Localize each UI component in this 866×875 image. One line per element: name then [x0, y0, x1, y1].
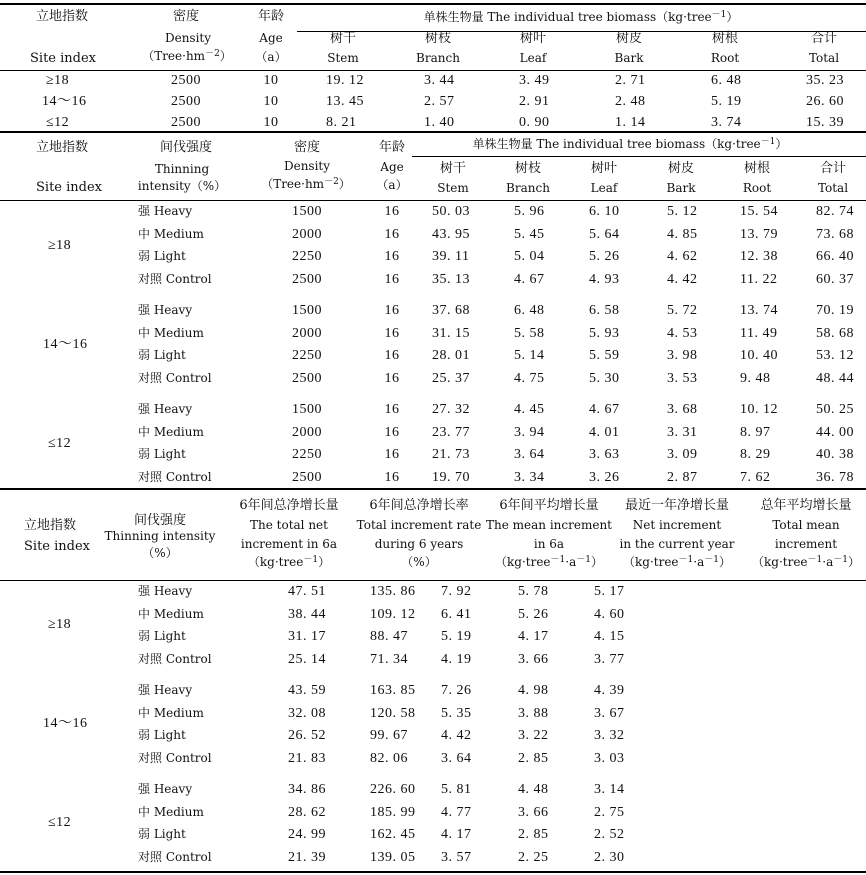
- t2-cell: 5. 58: [514, 326, 545, 341]
- t1-biomass-header: 单株生物量 The individual tree biomass（kg·tree$^{-1}$）: [423, 10, 739, 24]
- t1-col-cn-3: 树皮: [615, 31, 643, 46]
- t2-col-cn-2: 树叶: [590, 161, 618, 176]
- t3-cell: 185. 99: [370, 805, 416, 820]
- t1-site-en: Site index: [30, 51, 96, 66]
- t3-thin: 中 Medium: [138, 805, 204, 819]
- t3-c1-l2: increment in 6a: [240, 537, 338, 551]
- t3-c3-l1: The mean increment: [486, 518, 612, 532]
- t2-cell: 58. 68: [816, 326, 854, 341]
- t3-site-en: Site index: [24, 539, 90, 554]
- t3-c1-l1: The total net: [250, 518, 328, 532]
- t1-cell: 26. 60: [806, 94, 844, 109]
- t3-thin: 弱 Light: [138, 827, 186, 841]
- t2-cell: 39. 11: [432, 249, 470, 264]
- t2-col-en-3: Bark: [666, 181, 696, 195]
- t1-col-en-3: Bark: [614, 51, 644, 65]
- t2-cell: 4. 67: [589, 402, 620, 417]
- t2-cell: 13. 74: [740, 303, 778, 318]
- t3-c3-l0: 6年间平均增长量: [499, 498, 599, 513]
- t3-c5-unit: $(kg\cdot tree^{-1}\cdot a^{-1})$: [752, 555, 860, 569]
- t2-cell: 5. 30: [589, 371, 620, 386]
- t2-age: 16: [384, 204, 400, 219]
- t1-col-en-4: Root: [710, 51, 740, 65]
- t2-cell: 8. 29: [740, 447, 771, 462]
- t3-thin-unit: （%）: [142, 546, 178, 560]
- t1-cell: 5. 19: [711, 94, 742, 109]
- t2-cell: 3. 94: [514, 425, 545, 440]
- t3-cell: 3. 14: [594, 782, 625, 797]
- t2-site: ≤12: [48, 436, 72, 451]
- t2-cell: 44. 00: [816, 425, 854, 440]
- t1-cell: 1. 14: [615, 115, 646, 130]
- t2-site: 14～16: [43, 337, 88, 352]
- t3-cell: 6. 41: [441, 607, 472, 622]
- t3-c4-unit: $(kg\cdot tree^{-1}\cdot a^{-1})$: [623, 555, 731, 569]
- t2-cell: 40. 38: [816, 447, 854, 462]
- t3-cell: 82. 06: [370, 751, 408, 766]
- t1-col-en-1: Branch: [416, 51, 460, 65]
- t3-c3-unit: $(kg\cdot tree^{-1}\cdot a^{-1})$: [495, 555, 603, 569]
- t2-age: 16: [384, 249, 400, 264]
- table2-bottom-rule: [0, 488, 866, 490]
- t2-col-cn-1: 树枝: [514, 161, 542, 176]
- t1-density-en: Density: [164, 31, 212, 45]
- t1-cell: 2. 57: [424, 94, 455, 109]
- t3-cell: 28. 62: [288, 805, 326, 820]
- t3-cell: 226. 60: [370, 782, 416, 797]
- t3-c4-l0: 最近一年净增长量: [624, 498, 730, 513]
- t2-col-en-4: Root: [742, 181, 772, 195]
- t3-cell: 24. 99: [288, 827, 326, 842]
- t3-cell: 3. 77: [594, 652, 625, 667]
- t2-cell: 5. 04: [514, 249, 545, 264]
- t2-density-cn: 密度: [293, 140, 321, 155]
- t3-cell: 4. 17: [441, 827, 472, 842]
- t2-cell: 3. 34: [514, 470, 545, 485]
- t3-cell: 4. 77: [441, 805, 472, 820]
- t1-col-en-0: Stem: [327, 51, 359, 65]
- t2-thin-en1: Thinning: [154, 162, 210, 176]
- t1-cell: 2. 71: [615, 73, 646, 88]
- t1-cell: 6. 48: [711, 73, 742, 88]
- t3-site-cn: 立地指数: [24, 518, 77, 533]
- t3-cell: 43. 59: [288, 683, 326, 698]
- t2-cell: 4. 67: [514, 272, 545, 287]
- t1-col-en-5: Total: [808, 51, 840, 65]
- t1-cell: 13. 45: [326, 94, 364, 109]
- t2-cell: 2. 87: [667, 470, 698, 485]
- t2-thin: 中 Medium: [138, 326, 204, 340]
- t2-thin: 弱 Light: [138, 348, 186, 362]
- t2-cell: 5. 72: [667, 303, 698, 318]
- t3-cell: 4. 48: [518, 782, 549, 797]
- t2-cell: 6. 10: [589, 204, 620, 219]
- t2-age-unit: （a）: [376, 178, 408, 192]
- t1-site: ≥18: [46, 73, 70, 88]
- t2-cell: 5. 45: [514, 227, 545, 242]
- t2-cell: 5. 59: [589, 348, 620, 363]
- t3-cell: 2. 85: [518, 751, 549, 766]
- t2-cell: 12. 38: [740, 249, 778, 264]
- t3-c4-l1: Net increment: [632, 518, 722, 532]
- t1-cell: 3. 74: [711, 115, 742, 130]
- t2-cell: 70. 19: [816, 303, 854, 318]
- t2-thin: 强 Heavy: [138, 402, 193, 416]
- t2-cell: 3. 68: [667, 402, 698, 417]
- t3-c2-l0: 6年间总净增长率: [369, 498, 469, 513]
- t2-cell: 6. 48: [514, 303, 545, 318]
- t3-cell: 32. 08: [288, 706, 326, 721]
- t3-cell: 162. 45: [370, 827, 416, 842]
- t2-cell: 3. 98: [667, 348, 698, 363]
- t3-cell: 25. 14: [288, 652, 326, 667]
- t2-density: 2000: [292, 227, 322, 242]
- t1-density: 2500: [171, 94, 201, 109]
- t2-density-unit: $(Tree\cdot hm^{-2})$: [261, 177, 351, 191]
- table1-bottom-rule: [0, 131, 866, 133]
- t3-cell: 4. 19: [441, 652, 472, 667]
- t1-age-unit: （a）: [255, 50, 287, 64]
- t3-c4-l2: in the current year: [619, 537, 735, 551]
- t3-thin: 中 Medium: [138, 607, 204, 621]
- table1-header-rule: [0, 70, 866, 71]
- t2-col-cn-0: 树干: [439, 161, 467, 176]
- t2-cell: 50. 25: [816, 402, 854, 417]
- t3-c2-l1: Total increment rate: [356, 518, 482, 532]
- t3-thin: 中 Medium: [138, 706, 204, 720]
- t2-thin: 对照 Control: [138, 371, 212, 385]
- t2-cell: 4. 42: [667, 272, 698, 287]
- t3-cell: 2. 75: [594, 805, 625, 820]
- t1-age: 10: [263, 115, 279, 130]
- t1-age-cn: 年龄: [257, 9, 285, 24]
- t2-cell: 15. 54: [740, 204, 778, 219]
- t3-c5-l0: 总年平均增长量: [760, 498, 852, 513]
- t2-cell: 11. 49: [740, 326, 778, 341]
- table2-header-rule: [0, 200, 866, 201]
- t2-age: 16: [384, 227, 400, 242]
- t3-cell: 26. 52: [288, 728, 326, 743]
- t3-thin: 对照 Control: [138, 652, 212, 666]
- t3-cell: 2. 30: [594, 850, 625, 865]
- t2-age: 16: [384, 447, 400, 462]
- t2-col-en-5: Total: [817, 181, 849, 195]
- t2-cell: 5. 26: [589, 249, 620, 264]
- t2-cell: 8. 97: [740, 425, 771, 440]
- t2-col-cn-3: 树皮: [667, 161, 695, 176]
- t2-cell: 4. 45: [514, 402, 545, 417]
- t3-cell: 5. 35: [441, 706, 472, 721]
- t2-site-cn: 立地指数: [36, 140, 89, 155]
- t1-cell: 0. 90: [519, 115, 550, 130]
- t1-density: 2500: [171, 115, 201, 130]
- t2-density: 2000: [292, 425, 322, 440]
- t2-age: 16: [384, 326, 400, 341]
- t2-cell: 7. 62: [740, 470, 771, 485]
- t2-site-en: Site index: [36, 180, 102, 195]
- t3-cell: 3. 66: [518, 805, 549, 820]
- t3-cell: 2. 85: [518, 827, 549, 842]
- t3-thin: 弱 Light: [138, 728, 186, 742]
- t3-c5-l2: increment: [774, 537, 838, 551]
- t3-cell: 4. 39: [594, 683, 625, 698]
- t3-thin: 对照 Control: [138, 751, 212, 765]
- t2-cell: 60. 37: [816, 272, 854, 287]
- t2-age: 16: [384, 425, 400, 440]
- t2-cell: 5. 64: [589, 227, 620, 242]
- t3-cell: 5. 19: [441, 629, 472, 644]
- t2-cell: 4. 85: [667, 227, 698, 242]
- t2-cell: 13. 79: [740, 227, 778, 242]
- t2-density: 2500: [292, 470, 322, 485]
- t2-thin-cn: 间伐强度: [159, 140, 213, 155]
- t2-thin: 中 Medium: [138, 227, 204, 241]
- t2-density: 2250: [292, 249, 322, 264]
- t3-cell: 21. 83: [288, 751, 326, 766]
- t2-density: 2500: [292, 371, 322, 386]
- t2-biomass-header: 单株生物量 The individual tree biomass（kg·tree$^{-1}$）: [472, 137, 788, 151]
- t3-cell: 21. 39: [288, 850, 326, 865]
- t2-cell: 5. 93: [589, 326, 620, 341]
- t2-thin-en2: intensity（%）: [137, 179, 227, 193]
- table1-top-rule: [0, 3, 866, 5]
- t2-col-en-1: Branch: [506, 181, 550, 195]
- t3-cell: 5. 17: [594, 584, 625, 599]
- t2-cell: 31. 15: [432, 326, 470, 341]
- t2-cell: 36. 78: [816, 470, 854, 485]
- t3-site: 14～16: [43, 716, 88, 731]
- t2-cell: 3. 63: [589, 447, 620, 462]
- t1-col-cn-1: 树枝: [424, 31, 452, 46]
- t3-c2-l2: during 6 years: [374, 537, 464, 551]
- t2-cell: 50. 03: [432, 204, 470, 219]
- t3-thin: 强 Heavy: [138, 584, 193, 598]
- t1-cell: 2. 91: [519, 94, 550, 109]
- t3-cell: 163. 85: [370, 683, 416, 698]
- t3-cell: 4. 17: [518, 629, 549, 644]
- t1-cell: 2. 48: [615, 94, 646, 109]
- t2-cell: 3. 09: [667, 447, 698, 462]
- t2-cell: 9. 48: [740, 371, 771, 386]
- t2-cell: 11. 22: [740, 272, 778, 287]
- t2-col-cn-5: 合计: [819, 161, 847, 176]
- t1-age-en: Age: [259, 31, 283, 45]
- t2-col-en-0: Stem: [437, 181, 469, 195]
- t2-density: 2500: [292, 272, 322, 287]
- table3-bottom-rule: [0, 871, 866, 873]
- table3-header-rule: [0, 580, 866, 581]
- t2-cell: 66. 40: [816, 249, 854, 264]
- t1-site: 14～16: [42, 94, 87, 109]
- t2-cell: 3. 64: [514, 447, 545, 462]
- t2-density: 2000: [292, 326, 322, 341]
- t3-cell: 3. 88: [518, 706, 549, 721]
- t2-cell: 43. 95: [432, 227, 470, 242]
- t2-cell: 4. 75: [514, 371, 545, 386]
- t2-cell: 28. 01: [432, 348, 470, 363]
- t2-cell: 82. 74: [816, 204, 854, 219]
- t2-cell: 3. 26: [589, 470, 620, 485]
- t3-cell: 5. 78: [518, 584, 549, 599]
- t2-thin: 弱 Light: [138, 249, 186, 263]
- t3-c1-l0: 6年间总净增长量: [239, 498, 339, 513]
- t2-cell: 4. 53: [667, 326, 698, 341]
- t3-cell: 31. 17: [288, 629, 326, 644]
- t2-thin: 对照 Control: [138, 470, 212, 484]
- t3-thin-cn: 间伐强度: [133, 513, 187, 528]
- t3-cell: 3. 57: [441, 850, 472, 865]
- t2-thin: 对照 Control: [138, 272, 212, 286]
- t2-density: 1500: [292, 303, 322, 318]
- t3-thin: 强 Heavy: [138, 782, 193, 796]
- table2-biomass-rule: [412, 156, 866, 157]
- t3-cell: 5. 81: [441, 782, 472, 797]
- t1-col-cn-4: 树根: [711, 31, 739, 46]
- t2-density: 2250: [292, 447, 322, 462]
- t3-cell: 120. 58: [370, 706, 416, 721]
- t3-cell: 4. 60: [594, 607, 625, 622]
- t2-cell: 3. 53: [667, 371, 698, 386]
- t1-col-cn-2: 树叶: [519, 31, 547, 46]
- t3-site: ≤12: [48, 815, 72, 830]
- t1-col-cn-0: 树干: [329, 31, 357, 46]
- t2-age-en: Age: [380, 160, 404, 174]
- t3-cell: 4. 42: [441, 728, 472, 743]
- t2-cell: 3. 31: [667, 425, 698, 440]
- t3-cell: 4. 15: [594, 629, 625, 644]
- t2-thin: 弱 Light: [138, 447, 186, 461]
- t3-cell: 38. 44: [288, 607, 326, 622]
- t1-cell: 8. 21: [326, 115, 357, 130]
- t2-density-en: Density: [283, 159, 331, 173]
- t3-c2-l3: （%）: [401, 555, 437, 569]
- t3-cell: 109. 12: [370, 607, 416, 622]
- t2-col-cn-4: 树根: [743, 161, 771, 176]
- t2-site: ≥18: [48, 238, 72, 253]
- t3-cell: 2. 25: [518, 850, 549, 865]
- t3-cell: 3. 22: [518, 728, 549, 743]
- t2-cell: 19. 70: [432, 470, 470, 485]
- t3-site: ≥18: [48, 617, 72, 632]
- t3-cell: 2. 52: [594, 827, 625, 842]
- t1-cell: 3. 44: [424, 73, 455, 88]
- t2-thin: 强 Heavy: [138, 303, 193, 317]
- t3-thin: 强 Heavy: [138, 683, 193, 697]
- t2-density: 2250: [292, 348, 322, 363]
- t1-age: 10: [263, 73, 279, 88]
- table1-biomass-rule: [297, 31, 866, 32]
- t2-density: 1500: [292, 402, 322, 417]
- t3-cell: 88. 47: [370, 629, 408, 644]
- t1-density-unit: $(Tree\cdot hm^{-2})$: [142, 49, 232, 63]
- t2-cell: 48. 44: [816, 371, 854, 386]
- t3-cell: 135. 86: [370, 584, 416, 599]
- t2-cell: 21. 73: [432, 447, 470, 462]
- t1-cell: 15. 39: [806, 115, 844, 130]
- t2-cell: 5. 12: [667, 204, 698, 219]
- t3-cell: 7. 92: [441, 584, 472, 599]
- t2-age: 16: [384, 470, 400, 485]
- t1-age: 10: [263, 94, 279, 109]
- t3-cell: 3. 64: [441, 751, 472, 766]
- t3-cell: 34. 86: [288, 782, 326, 797]
- t3-cell: 3. 66: [518, 652, 549, 667]
- t2-age: 16: [384, 371, 400, 386]
- t2-thin: 中 Medium: [138, 425, 204, 439]
- t2-cell: 4. 93: [589, 272, 620, 287]
- t2-age-cn: 年龄: [378, 140, 406, 155]
- t3-c1-unit: （kg·tree$^{-1}$）: [247, 555, 331, 569]
- t1-density-cn: 密度: [172, 9, 200, 24]
- t3-cell: 3. 67: [594, 706, 625, 721]
- t2-cell: 73. 68: [816, 227, 854, 242]
- t1-site-cn: 立地指数: [36, 9, 89, 24]
- t3-thin: 弱 Light: [138, 629, 186, 643]
- t2-age: 16: [384, 303, 400, 318]
- t3-c5-l1: Total mean: [772, 518, 840, 532]
- t3-cell: 7. 26: [441, 683, 472, 698]
- t2-cell: 25. 37: [432, 371, 470, 386]
- t2-cell: 4. 01: [589, 425, 620, 440]
- t2-cell: 27. 32: [432, 402, 470, 417]
- t2-cell: 6. 58: [589, 303, 620, 318]
- t2-density: 1500: [292, 204, 322, 219]
- t3-thin: 对照 Control: [138, 850, 212, 864]
- t3-cell: 3. 32: [594, 728, 625, 743]
- t2-cell: 5. 14: [514, 348, 545, 363]
- t2-cell: 35. 13: [432, 272, 470, 287]
- t3-cell: 139. 05: [370, 850, 416, 865]
- t2-cell: 10. 40: [740, 348, 778, 363]
- t3-cell: 99. 67: [370, 728, 408, 743]
- t2-col-en-2: Leaf: [590, 181, 618, 195]
- t1-site: ≤12: [46, 115, 70, 130]
- t2-cell: 37. 68: [432, 303, 470, 318]
- t1-col-en-2: Leaf: [519, 51, 547, 65]
- t2-cell: 23. 77: [432, 425, 470, 440]
- t2-cell: 5. 96: [514, 204, 545, 219]
- t1-col-cn-5: 合计: [810, 31, 838, 46]
- t3-cell: 4. 98: [518, 683, 549, 698]
- t1-density: 2500: [171, 73, 201, 88]
- t2-cell: 53. 12: [816, 348, 854, 363]
- t3-thin-en: Thinning intensity: [104, 529, 216, 543]
- t2-thin: 强 Heavy: [138, 204, 193, 218]
- t2-age: 16: [384, 272, 400, 287]
- t3-c3-l2: in 6a: [533, 537, 565, 551]
- t2-age: 16: [384, 348, 400, 363]
- t3-cell: 3. 03: [594, 751, 625, 766]
- t1-cell: 19. 12: [326, 73, 364, 88]
- t3-cell: 5. 26: [518, 607, 549, 622]
- t2-age: 16: [384, 402, 400, 417]
- t2-cell: 4. 62: [667, 249, 698, 264]
- t1-cell: 1. 40: [424, 115, 455, 130]
- t2-cell: 10. 12: [740, 402, 778, 417]
- t1-cell: 35. 23: [806, 73, 844, 88]
- t1-cell: 3. 49: [519, 73, 550, 88]
- t3-cell: 47. 51: [288, 584, 326, 599]
- t3-cell: 71. 34: [370, 652, 408, 667]
